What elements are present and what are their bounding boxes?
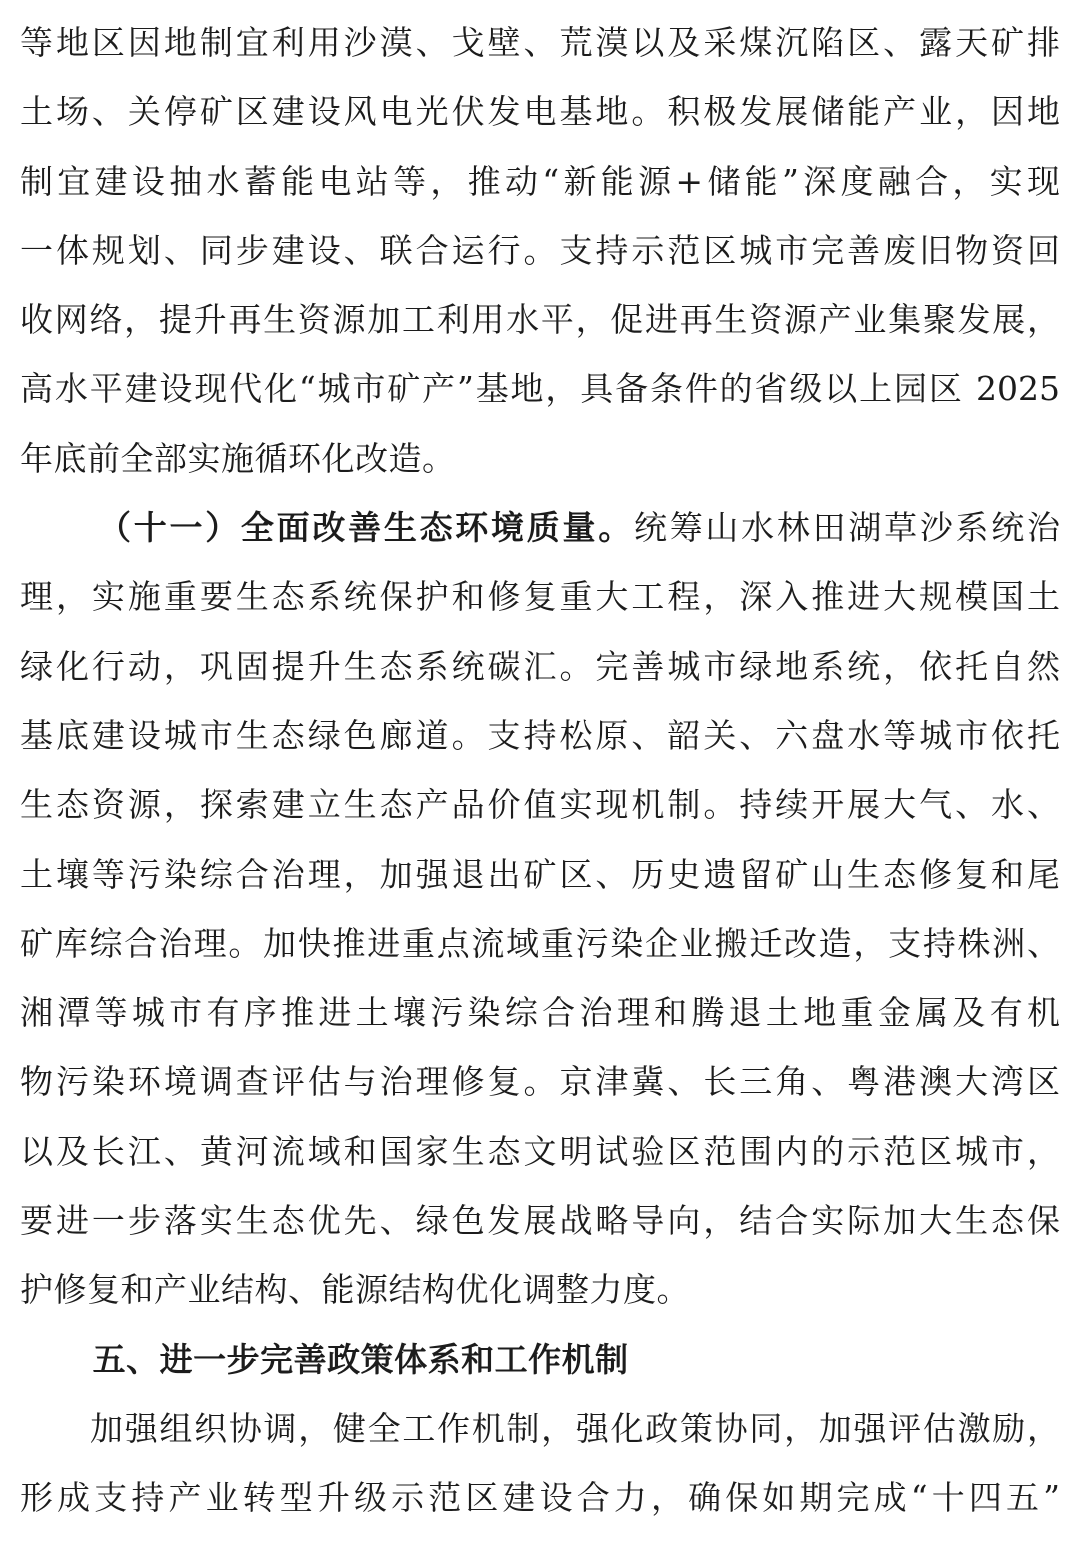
text-line: 湘潭等城市有序推进土壤污染综合治理和腾退土地重金属及有机 [20, 993, 1060, 1033]
text-line: 制宜建设抽水蓄能电站等，推动“新能源+储能”深度融合，实现 [20, 161, 1060, 201]
text-line: 土场、关停矿区建设风电光伏发电基地。积极发展储能产业，因地 [20, 92, 1060, 132]
text-line: 护修复和产业结构、能源结构优化调整力度。 [20, 1270, 690, 1310]
text-line: 一体规划、同步建设、联合运行。支持示范区城市完善废旧物资回 [20, 230, 1060, 270]
text-line: 要进一步落实生态优先、绿色发展战略导向，结合实际加大生态保 [20, 1201, 1060, 1241]
text-line: 高水平建设现代化“城市矿产”基地，具备条件的省级以上园区 2025 [20, 369, 1060, 409]
text-run: 统筹山水林田湖草沙系统治 [633, 508, 1061, 548]
paragraph-ecology [20, 493, 1060, 1325]
text-line: 生态资源，探索建立生态产品价值实现机制。持续开展大气、水、 [20, 785, 1060, 825]
text-line: 土壤等污染综合治理，加强退出矿区、历史遗留矿山生态修复和尾 [20, 854, 1060, 894]
text-line: 绿化行动，巩固提升生态系统碳汇。完善城市绿地系统，依托自然 [20, 646, 1060, 686]
text-line: 年底前全部实施循环化改造。 [20, 438, 456, 478]
paragraph-energy-recycling [20, 8, 1060, 493]
section-heading: 五、进一步完善政策体系和工作机制 [92, 1339, 629, 1379]
text-line: 形成支持产业转型升级示范区建设合力，确保如期完成“十四五” [20, 1478, 1060, 1518]
text-line: 基底建设城市生态绿色廊道。支持松原、韶关、六盘水等城市依托 [20, 715, 1060, 755]
text-line: 以及长江、黄河流域和国家生态文明试验区范围内的示范区城市， [20, 1131, 1060, 1171]
text-line: 物污染环境调查评估与治理修复。京津冀、长三角、粤港澳大湾区 [20, 1062, 1060, 1102]
text-line: 理，实施重要生态系统保护和修复重大工程，深入推进大规模国土 [20, 577, 1060, 617]
text-line: 等地区因地制宜利用沙漠、戈壁、荒漠以及采煤沉陷区、露天矿排 [20, 23, 1060, 62]
text-line: 收网络，提升再生资源加工利用水平，促进再生资源产业集聚发展， [20, 300, 1060, 340]
text-line: 加强组织协调，健全工作机制，强化政策协同，加强评估激励， [90, 1408, 1060, 1448]
subsection-heading: （十一）全面改善生态环境质量。 [98, 508, 634, 548]
paragraph-policy [20, 1394, 1060, 1533]
text-line [20, 493, 1060, 562]
document-page [20, 0, 1060, 1563]
text-line: 矿库综合治理。加快推进重点流域重污染企业搬迁改造，支持株洲、 [20, 923, 1060, 963]
